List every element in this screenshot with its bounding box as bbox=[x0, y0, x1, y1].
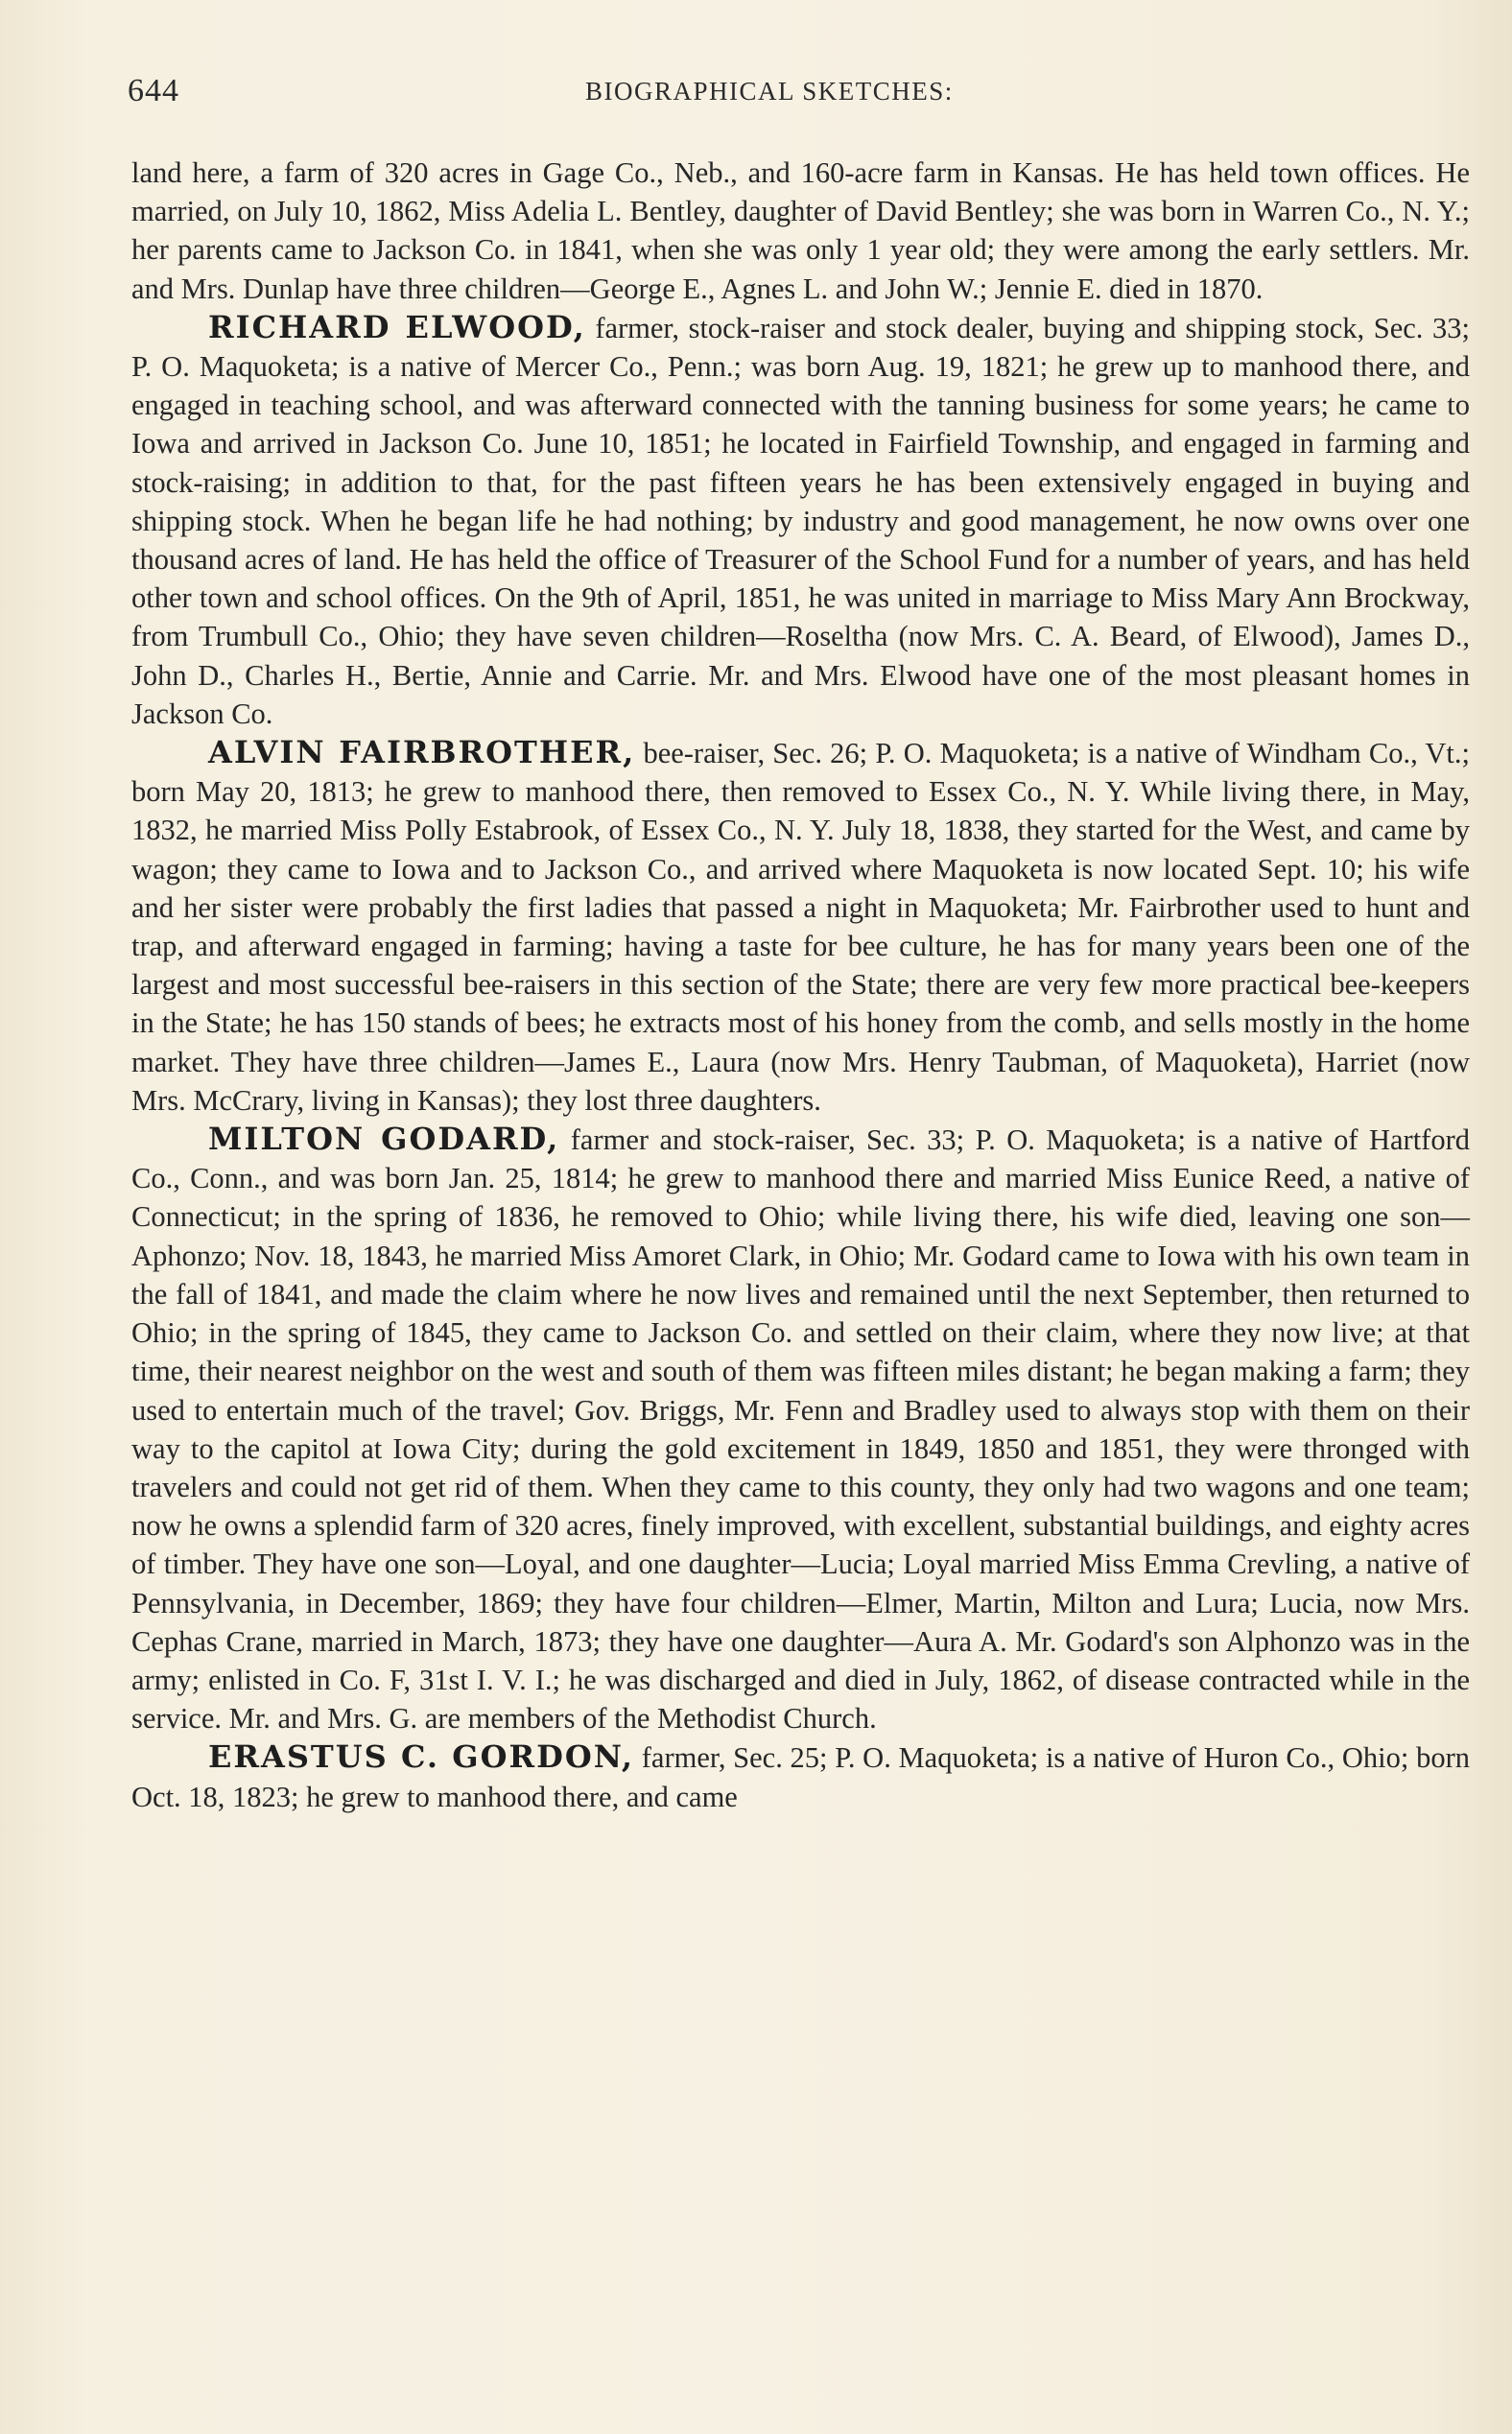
entry-name: MILTON GODARD, bbox=[208, 1121, 560, 1158]
paragraph-text: land here, a farm of 320 acres in Gage Co., Neb., and 160-acre farm in Kansas. He has held town offices. He married, on July 10, 1862, Miss Adelia L. Bentley, daughter of David Bentley; she was born in Warren Co., N. Y.; her parents came to Jackson Co. in 1841, when she was only 1 year old; they were among the early settlers. Mr. and Mrs. Dunlap have three children—George E., Agnes L. and John W.; Jennie E. died in 1870. bbox=[131, 156, 1470, 305]
entry-name: RICHARD ELWOOD, bbox=[208, 308, 586, 345]
entry-text: farmer, stock-raiser and stock dealer, buying and shipping stock, Sec. 33; P. O. Maquoketa; is a native of Mercer Co., Penn.; was born Aug. 19, 1821; he grew up to manhood there, and engaged in teaching school, and was afterward connected with the tanning business for some years; he came to Iowa and arrived in Jackson Co. June 10, 1851; he located in Fairfield Township, and engaged in farming and stock-raising; in addition to that, for the past fifteen years he has been extensively engaged in buying and shipping stock. When he began life he had nothing; by industry and good management, he now owns over one thousand acres of land. He has held the office of Treasurer of the School Fund for a number of years, and has held other town and school offices. On the 9th of April, 1851, he was united in marriage to Miss Mary Ann Brockway, from Trumbull Co., Ohio; they have seven children—Roseltha (now Mrs. C. A. Beard, of Elwood), James D., John D., Charles H., Bertie, Annie and Carrie. Mr. and Mrs. Elwood have one of the most pleasant homes in Jackson Co. bbox=[131, 311, 1471, 730]
page-number: 644 bbox=[128, 73, 179, 108]
entry-text: farmer and stock-raiser, Sec. 33; P. O. Maquoketa; is a native of Hartford Co., Conn., and was born Jan. 25, 1814; he grew to manhood there and married Miss Eunice Reed, a native of Connecticut; in the spring of 1836, he removed to Ohio; while living there, his wife died, leaving one son—Aphonzo; Nov. 18, 1843, he married Miss Amoret Clark, in Ohio; Mr. Godard came to Iowa with his own team in the fall of 1841, and made the claim where he now lives and remained until the next September, then returned to Ohio; in the spring of 1845, they came to Jackson Co. and settled on their claim, where they now live; at that time, their nearest neighbor on the west and south of them was fifteen miles distant; he began making a farm; they used to entertain much of the travel; Gov. Briggs, Mr. Fenn and Bradley used to always stop with them on their way to the capitol at Iowa City; during the gold excitement in 1849, 1850 and 1851, they were thronged with travelers and could not get rid of them. When they came to this county, they only had two wagons and one team; now he owns a splendid farm of 320 acres, finely improved, with excellent, substantial buildings, and eighty acres of timber. They have one son—Loyal, and one daughter—Lucia; Loyal married Miss Emma Crevling, a native of Pennsylvania, in December, 1869; they have four children—Elmer, Martin, Milton and Lura; Lucia, now Mrs. Cephas Crane, married in March, 1873; they have one daughter—Aura A. Mr. Godard's son Alphonzo was in the army; enlisted in Co. F, 31st I. V. I.; he was discharged and died in July, 1862, of disease contracted while in the service. Mr. and Mrs. G. are members of the Methodist Church. bbox=[131, 1123, 1470, 1736]
entry-erastus-gordon bbox=[131, 1737, 1470, 1815]
page-body bbox=[131, 154, 1470, 1816]
continued-paragraph bbox=[131, 154, 1470, 308]
entry-text: farmer, Sec. 25; P. O. Maquoketa; is a native of Huron Co., Ohio; born Oct. 18, 1823; he grew to manhood there, and came bbox=[131, 1741, 1470, 1813]
entry-name: ERASTUS C. GORDON, bbox=[208, 1738, 635, 1776]
page-header bbox=[128, 73, 1471, 111]
entry-milton-godard bbox=[131, 1120, 1470, 1737]
entry-name: ALVIN FAIRBROTHER, bbox=[208, 734, 636, 771]
running-head: BIOGRAPHICAL SKETCHES: bbox=[585, 77, 954, 106]
entry-text: bee-raiser, Sec. 26; P. O. Maquoketa; is a native of Windham Co., Vt.; born May 20, 1813; he grew to manhood there, then removed to Essex Co., N. Y. While living there, in May, 1832, he married Miss Polly Estabrook, of Essex Co., N. Y. July 18, 1838, they started for the West, and came by wagon; they came to Iowa and to Jackson Co., and arrived where Maquoketa is now located Sept. 10; his wife and her sister were probably the first ladies that passed a night in Maquoketa; Mr. Fairbrother used to hunt and trap, and afterward engaged in farming; having a taste for bee culture, he has for many years been one of the largest and most successful bee-raisers in this section of the State; there are very few more practical bee-keepers in the State; he has 150 stands of bees; he extracts most of his honey from the comb, and sells mostly in the home market. They have three children—James E., Laura (now Mrs. Henry Taubman, of Maquoketa), Harriet (now Mrs. McCrary, living in Kansas); they lost three daughters. bbox=[131, 737, 1470, 1117]
entry-alvin-fairbrother bbox=[131, 733, 1470, 1120]
entry-richard-elwood bbox=[131, 308, 1470, 733]
